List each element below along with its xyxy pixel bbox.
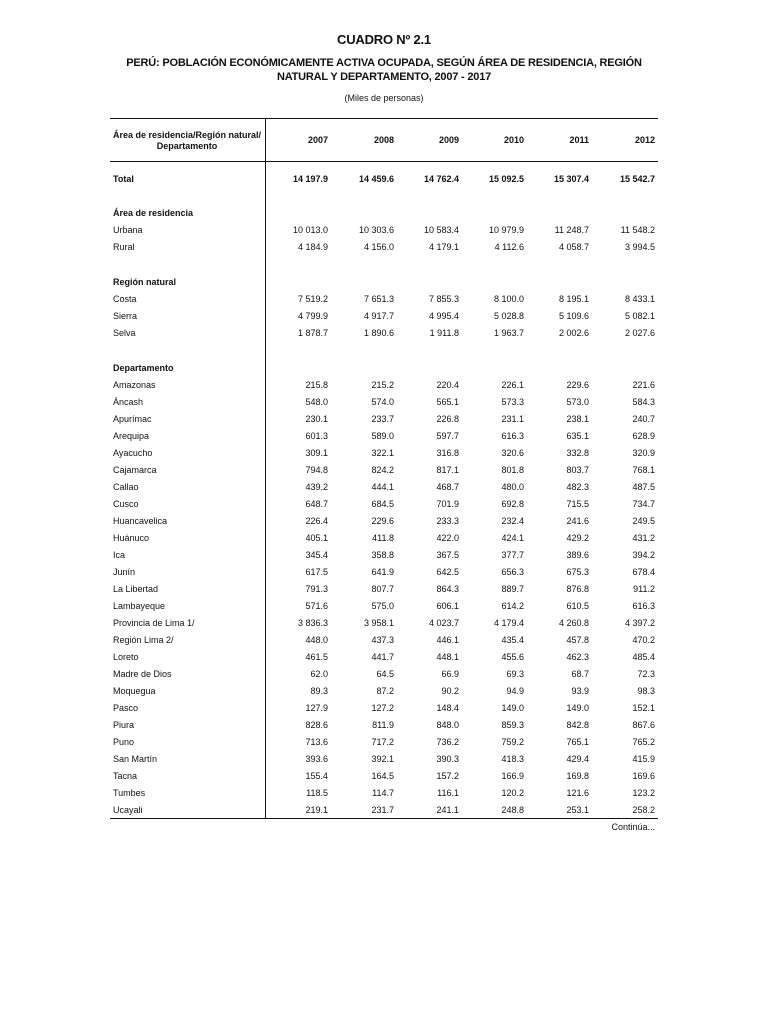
table-row xyxy=(0,480,768,494)
table-row xyxy=(0,599,768,613)
cell-value: 215.8 xyxy=(305,380,328,390)
cell-value: 15 542.7 xyxy=(619,174,655,184)
cell-value: 461.5 xyxy=(305,652,328,662)
table-row xyxy=(0,172,768,186)
cell-value: 487.5 xyxy=(632,482,655,492)
section-heading-row xyxy=(0,275,768,289)
cell-value: 229.6 xyxy=(566,380,589,390)
cell-value: 394.2 xyxy=(632,550,655,560)
cell-value: 15 092.5 xyxy=(488,174,524,184)
cell-value: 148.4 xyxy=(436,703,459,713)
section-heading-row xyxy=(0,206,768,220)
cell-value: 468.7 xyxy=(436,482,459,492)
cell-value: 1 890.6 xyxy=(363,328,394,338)
cell-value: 155.4 xyxy=(305,771,328,781)
table-row xyxy=(0,429,768,443)
row-label: San Martín xyxy=(113,754,158,764)
cell-value: 94.9 xyxy=(506,686,524,696)
cell-value: 803.7 xyxy=(566,465,589,475)
cell-value: 446.1 xyxy=(436,635,459,645)
row-label: Costa xyxy=(113,294,137,304)
cell-value: 149.0 xyxy=(566,703,589,713)
cell-value: 229.6 xyxy=(371,516,394,526)
row-label: Apurímac xyxy=(113,414,152,424)
row-label: Callao xyxy=(113,482,139,492)
cell-value: 320.6 xyxy=(501,448,524,458)
cell-value: 390.3 xyxy=(436,754,459,764)
cell-value: 152.1 xyxy=(632,703,655,713)
cell-value: 219.1 xyxy=(305,805,328,815)
section-heading: Departamento xyxy=(113,363,174,373)
cell-value: 127.9 xyxy=(305,703,328,713)
cell-value: 392.1 xyxy=(371,754,394,764)
cell-value: 4 184.9 xyxy=(297,242,328,252)
row-label: Provincia de Lima 1/ xyxy=(113,618,195,628)
cell-value: 448.0 xyxy=(305,635,328,645)
table-title: CUADRO Nº 2.1 xyxy=(337,32,431,47)
cell-value: 15 307.4 xyxy=(553,174,589,184)
cell-value: 807.7 xyxy=(371,584,394,594)
cell-value: 164.5 xyxy=(371,771,394,781)
cell-value: 120.2 xyxy=(501,788,524,798)
cell-value: 258.2 xyxy=(632,805,655,815)
cell-value: 614.2 xyxy=(501,601,524,611)
cell-value: 114.7 xyxy=(372,788,394,798)
unit-note: (Miles de personas) xyxy=(344,93,424,103)
cell-value: 157.2 xyxy=(436,771,459,781)
cell-value: 230.1 xyxy=(305,414,328,424)
cell-value: 241.6 xyxy=(566,516,589,526)
table-row xyxy=(0,412,768,426)
cell-value: 4 112.6 xyxy=(494,242,524,252)
cell-value: 90.2 xyxy=(441,686,459,696)
row-label: Tumbes xyxy=(113,788,146,798)
cell-value: 437.3 xyxy=(371,635,394,645)
cell-value: 768.1 xyxy=(632,465,655,475)
cell-value: 405.1 xyxy=(305,533,328,543)
cell-value: 415.9 xyxy=(632,754,655,764)
row-label: Urbana xyxy=(113,225,143,235)
header-year: 2007 xyxy=(307,135,328,145)
cell-value: 149.0 xyxy=(501,703,524,713)
table-row xyxy=(0,684,768,698)
cell-value: 62.0 xyxy=(310,669,328,679)
cell-value: 7 855.3 xyxy=(428,294,459,304)
cell-value: 616.3 xyxy=(632,601,655,611)
table-row xyxy=(0,633,768,647)
table-row xyxy=(0,701,768,715)
row-label: Piura xyxy=(113,720,135,730)
cell-value: 166.9 xyxy=(501,771,524,781)
cell-value: 448.1 xyxy=(436,652,459,662)
row-label: Lambayeque xyxy=(113,601,166,611)
cell-value: 565.1 xyxy=(436,397,459,407)
cell-value: 429.4 xyxy=(566,754,589,764)
cell-value: 482.3 xyxy=(566,482,589,492)
row-label: Arequipa xyxy=(113,431,150,441)
cell-value: 692.8 xyxy=(501,499,524,509)
table-row xyxy=(0,548,768,562)
cell-value: 226.8 xyxy=(436,414,459,424)
cell-value: 4 156.0 xyxy=(363,242,394,252)
cell-value: 422.0 xyxy=(436,533,459,543)
cell-value: 64.5 xyxy=(376,669,394,679)
cell-value: 14 459.6 xyxy=(358,174,394,184)
table-row xyxy=(0,718,768,732)
cell-value: 11 548.2 xyxy=(620,225,655,235)
cell-value: 842.8 xyxy=(566,720,589,730)
cell-value: 127.2 xyxy=(371,703,394,713)
cell-value: 715.5 xyxy=(566,499,589,509)
cell-value: 10 303.6 xyxy=(358,225,394,235)
cell-value: 455.6 xyxy=(501,652,524,662)
cell-value: 713.6 xyxy=(305,737,328,747)
row-label: Junín xyxy=(113,567,136,577)
cell-value: 320.9 xyxy=(632,448,655,458)
cell-value: 116.1 xyxy=(437,788,459,798)
table-row xyxy=(0,395,768,409)
cell-value: 5 028.8 xyxy=(493,311,524,321)
cell-value: 736.2 xyxy=(436,737,459,747)
cell-value: 444.1 xyxy=(371,482,394,492)
cell-value: 123.2 xyxy=(632,788,655,798)
table-row xyxy=(0,514,768,528)
table-row xyxy=(0,309,768,323)
cell-value: 828.6 xyxy=(305,720,328,730)
row-label: La Libertad xyxy=(113,584,159,594)
row-label: Cusco xyxy=(113,499,139,509)
cell-value: 316.8 xyxy=(436,448,459,458)
cell-value: 824.2 xyxy=(371,465,394,475)
cell-value: 817.1 xyxy=(436,465,459,475)
cell-value: 859.3 xyxy=(501,720,524,730)
cell-value: 641.9 xyxy=(371,567,394,577)
cell-value: 794.8 xyxy=(305,465,328,475)
table-row xyxy=(0,292,768,306)
header-year: 2008 xyxy=(373,135,394,145)
header-label: Área de residencia/Región natural/ Departamento xyxy=(112,130,262,151)
cell-value: 606.1 xyxy=(436,601,459,611)
cell-value: 68.7 xyxy=(571,669,589,679)
row-label: Tacna xyxy=(113,771,138,781)
cell-value: 322.1 xyxy=(371,448,394,458)
cell-value: 72.3 xyxy=(637,669,655,679)
row-label: Ucayali xyxy=(113,805,143,815)
row-label: Total xyxy=(113,174,134,184)
cell-value: 309.1 xyxy=(305,448,328,458)
table-row xyxy=(0,378,768,392)
row-label: Amazonas xyxy=(113,380,156,390)
row-label: Región Lima 2/ xyxy=(113,635,174,645)
cell-value: 248.8 xyxy=(501,805,524,815)
cell-value: 765.1 xyxy=(566,737,589,747)
cell-value: 233.7 xyxy=(371,414,394,424)
row-label: Rural xyxy=(113,242,135,252)
cell-value: 332.8 xyxy=(566,448,589,458)
cell-value: 10 013.0 xyxy=(292,225,328,235)
cell-value: 226.4 xyxy=(305,516,328,526)
cell-value: 367.5 xyxy=(436,550,459,560)
cell-value: 4 058.7 xyxy=(558,242,589,252)
section-heading-row xyxy=(0,361,768,375)
cell-value: 457.8 xyxy=(566,635,589,645)
table-row xyxy=(0,531,768,545)
row-label: Moquegua xyxy=(113,686,156,696)
cell-value: 2 027.6 xyxy=(624,328,655,338)
cell-value: 377.7 xyxy=(501,550,524,560)
cell-value: 411.8 xyxy=(372,533,394,543)
table-bottom-rule xyxy=(110,818,658,819)
cell-value: 911.2 xyxy=(633,584,655,594)
cell-value: 3 994.5 xyxy=(624,242,655,252)
cell-value: 226.1 xyxy=(501,380,524,390)
cell-value: 424.1 xyxy=(501,533,524,543)
cell-value: 249.5 xyxy=(632,516,655,526)
cell-value: 358.8 xyxy=(371,550,394,560)
table-row xyxy=(0,326,768,340)
cell-value: 678.4 xyxy=(632,567,655,577)
row-label: Selva xyxy=(113,328,136,338)
cell-value: 10 979.9 xyxy=(488,225,524,235)
cell-value: 435.4 xyxy=(501,635,524,645)
cell-value: 118.5 xyxy=(306,788,328,798)
table-row xyxy=(0,650,768,664)
table-row xyxy=(0,497,768,511)
cell-value: 418.3 xyxy=(501,754,524,764)
cell-value: 240.7 xyxy=(632,414,655,424)
section-heading: Región natural xyxy=(113,277,177,287)
cell-value: 1 878.7 xyxy=(297,328,328,338)
table-row xyxy=(0,769,768,783)
cell-value: 232.4 xyxy=(501,516,524,526)
row-label: Huánuco xyxy=(113,533,150,543)
table-row xyxy=(0,240,768,254)
cell-value: 241.1 xyxy=(436,805,459,815)
table-row xyxy=(0,735,768,749)
cell-value: 4 260.8 xyxy=(558,618,589,628)
cell-value: 717.2 xyxy=(371,737,394,747)
header-year: 2010 xyxy=(503,135,524,145)
cell-value: 575.0 xyxy=(371,601,394,611)
cell-value: 220.4 xyxy=(436,380,459,390)
cell-value: 610.5 xyxy=(566,601,589,611)
cell-value: 7 519.2 xyxy=(297,294,328,304)
cell-value: 648.7 xyxy=(305,499,328,509)
cell-value: 635.1 xyxy=(566,431,589,441)
cell-value: 66.9 xyxy=(441,669,459,679)
cell-value: 14 197.9 xyxy=(292,174,328,184)
cell-value: 548.0 xyxy=(305,397,328,407)
cell-value: 439.2 xyxy=(305,482,328,492)
cell-value: 597.7 xyxy=(436,431,459,441)
table-row xyxy=(0,667,768,681)
table-row xyxy=(0,446,768,460)
cell-value: 169.8 xyxy=(566,771,589,781)
row-label: Loreto xyxy=(113,652,139,662)
cell-value: 811.9 xyxy=(372,720,394,730)
cell-value: 231.1 xyxy=(501,414,524,424)
cell-value: 345.4 xyxy=(305,550,328,560)
cell-value: 889.7 xyxy=(501,584,524,594)
cell-value: 8 433.1 xyxy=(624,294,655,304)
cell-value: 616.3 xyxy=(501,431,524,441)
table-row xyxy=(0,582,768,596)
table-row xyxy=(0,786,768,800)
cell-value: 2 002.6 xyxy=(558,328,589,338)
cell-value: 393.6 xyxy=(305,754,328,764)
cell-value: 584.3 xyxy=(632,397,655,407)
cell-value: 573.0 xyxy=(566,397,589,407)
cell-value: 253.1 xyxy=(566,805,589,815)
table-top-rule xyxy=(110,118,658,119)
cell-value: 1 963.7 xyxy=(493,328,524,338)
cell-value: 864.3 xyxy=(436,584,459,594)
cell-value: 121.6 xyxy=(566,788,589,798)
cell-value: 642.5 xyxy=(436,567,459,577)
cell-value: 89.3 xyxy=(310,686,328,696)
cell-value: 675.3 xyxy=(566,567,589,577)
header-year: 2009 xyxy=(438,135,459,145)
cell-value: 462.3 xyxy=(566,652,589,662)
cell-value: 574.0 xyxy=(371,397,394,407)
cell-value: 233.3 xyxy=(436,516,459,526)
cell-value: 4 023.7 xyxy=(428,618,459,628)
row-label: Ayacucho xyxy=(113,448,153,458)
cell-value: 4 397.2 xyxy=(624,618,655,628)
cell-value: 485.4 xyxy=(632,652,655,662)
cell-value: 573.3 xyxy=(501,397,524,407)
cell-value: 876.8 xyxy=(566,584,589,594)
cell-value: 98.3 xyxy=(637,686,655,696)
table-row xyxy=(0,616,768,630)
cell-value: 480.0 xyxy=(501,482,524,492)
cell-value: 628.9 xyxy=(632,431,655,441)
cell-value: 169.6 xyxy=(632,771,655,781)
header-bottom-rule xyxy=(110,161,658,162)
cell-value: 3 836.3 xyxy=(297,618,328,628)
cell-value: 617.5 xyxy=(305,567,328,577)
cell-value: 656.3 xyxy=(501,567,524,577)
cell-value: 87.2 xyxy=(376,686,394,696)
cell-value: 221.6 xyxy=(632,380,655,390)
cell-value: 215.2 xyxy=(371,380,394,390)
row-label: Sierra xyxy=(113,311,138,321)
cell-value: 4 995.4 xyxy=(428,311,459,321)
continues-note: Continúa... xyxy=(611,822,655,832)
table-row xyxy=(0,463,768,477)
table-row xyxy=(0,803,768,817)
cell-value: 759.2 xyxy=(501,737,524,747)
row-label: Pasco xyxy=(113,703,139,713)
row-label: Áncash xyxy=(113,397,144,407)
table-subtitle: PERÚ: POBLACIÓN ECONÓMICAMENTE ACTIVA OCUPADA, SEGÚN ÁREA DE RESIDENCIA, REGIÓN NATURAL Y DEPARTAMENTO, 2007 - 2017 xyxy=(126,57,642,83)
cell-value: 867.6 xyxy=(632,720,655,730)
row-label: Huancavelica xyxy=(113,516,168,526)
cell-value: 389.6 xyxy=(566,550,589,560)
cell-value: 4 179.1 xyxy=(428,242,459,252)
table-row xyxy=(0,565,768,579)
row-label: Cajamarca xyxy=(113,465,157,475)
cell-value: 848.0 xyxy=(436,720,459,730)
cell-value: 765.2 xyxy=(632,737,655,747)
cell-value: 5 082.1 xyxy=(624,311,655,321)
row-label: Madre de Dios xyxy=(113,669,172,679)
cell-value: 791.3 xyxy=(305,584,328,594)
cell-value: 1 911.8 xyxy=(429,328,459,338)
cell-value: 11 248.7 xyxy=(554,225,589,235)
cell-value: 3 958.1 xyxy=(363,618,394,628)
cell-value: 93.9 xyxy=(571,686,589,696)
cell-value: 8 100.0 xyxy=(493,294,524,304)
cell-value: 69.3 xyxy=(506,669,524,679)
header-year: 2011 xyxy=(569,135,589,145)
table-row xyxy=(0,223,768,237)
cell-value: 10 583.4 xyxy=(423,225,459,235)
cell-value: 429.2 xyxy=(566,533,589,543)
cell-value: 601.3 xyxy=(305,431,328,441)
section-heading: Área de residencia xyxy=(113,208,194,218)
cell-value: 231.7 xyxy=(371,805,394,815)
cell-value: 589.0 xyxy=(371,431,394,441)
row-label: Ica xyxy=(113,550,126,560)
cell-value: 7 651.3 xyxy=(363,294,394,304)
cell-value: 734.7 xyxy=(632,499,655,509)
cell-value: 684.5 xyxy=(371,499,394,509)
cell-value: 470.2 xyxy=(632,635,655,645)
cell-value: 441.7 xyxy=(371,652,394,662)
cell-value: 5 109.6 xyxy=(558,311,589,321)
cell-value: 8 195.1 xyxy=(558,294,589,304)
cell-value: 571.6 xyxy=(305,601,328,611)
cell-value: 801.8 xyxy=(501,465,524,475)
row-label: Puno xyxy=(113,737,135,747)
cell-value: 14 762.4 xyxy=(423,174,459,184)
cell-value: 4 917.7 xyxy=(363,311,394,321)
cell-value: 4 799.9 xyxy=(297,311,328,321)
cell-value: 238.1 xyxy=(566,414,589,424)
cell-value: 431.2 xyxy=(632,533,655,543)
cell-value: 701.9 xyxy=(436,499,459,509)
header-year: 2012 xyxy=(634,135,655,145)
table-row xyxy=(0,752,768,766)
cell-value: 4 179.4 xyxy=(493,618,524,628)
